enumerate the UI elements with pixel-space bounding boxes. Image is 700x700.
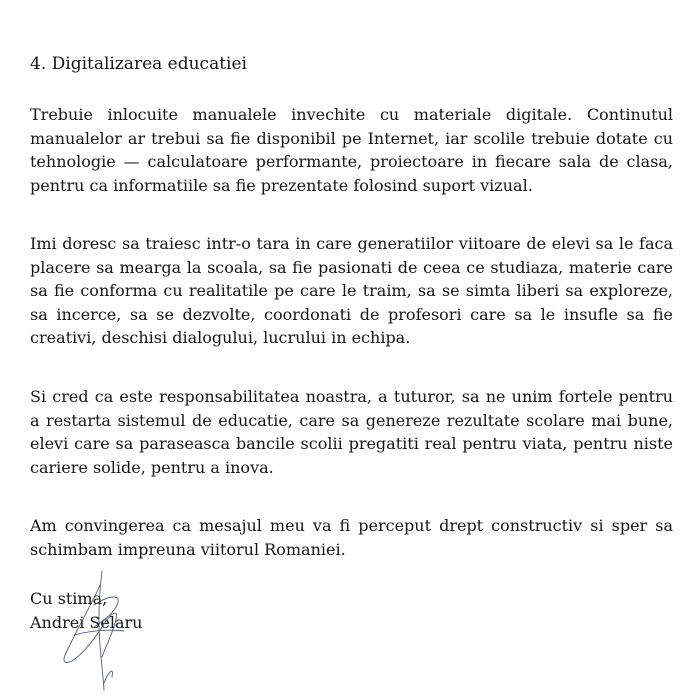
paragraph-conviction: Am convingerea ca mesajul meu va fi perceput drept constructiv si sper sa schimbam impreuna viitorul Romaniei. bbox=[30, 516, 673, 559]
paragraph-digital-materials: Trebuie inlocuite manualele invechite cu materiale digitale. Continutul manualelor ar trebui sa fie disponibil pe Internet, iar scolile trebuie dotate cu tehnologie — calculatoare performante, proiectoare in fiecare sala de clasa, pentru ca informatiile sa fie prezentate folosind suport vizual. bbox=[30, 105, 673, 195]
author-name: Andrei Selaru bbox=[30, 613, 143, 632]
paragraph-wish: Imi doresc sa traiesc intr-o tara in care generatiilor viitoare de elevi sa le faca placere sa mearga la scoala, sa fie pasionati de ceea ce studiaza, materie care sa fie conforma cu realitatile pe care le traim, sa se simta liberi sa exploreze, sa incerce, sa se dezvolte, coordonati de profesori care sa le insufle sa fie creativi, deschisi dialogului, lucrului in echipa. bbox=[30, 234, 673, 348]
section-heading: 4. Digitalizarea educatiei bbox=[30, 54, 247, 74]
closing-salutation: Cu stima, bbox=[30, 589, 108, 608]
closing-block bbox=[30, 587, 142, 635]
letter-page bbox=[30, 0, 673, 700]
paragraph-responsibility: Si cred ca este responsabilitatea noastra, a tuturor, sa ne unim fortele pentru a restarta sistemul de educatie, care sa genereze rezultate scolare mai bune, elevi care sa paraseasca bancile scolii pregatiti real pentru viata, pentru niste cariere solide, pentru a inova. bbox=[30, 387, 673, 477]
